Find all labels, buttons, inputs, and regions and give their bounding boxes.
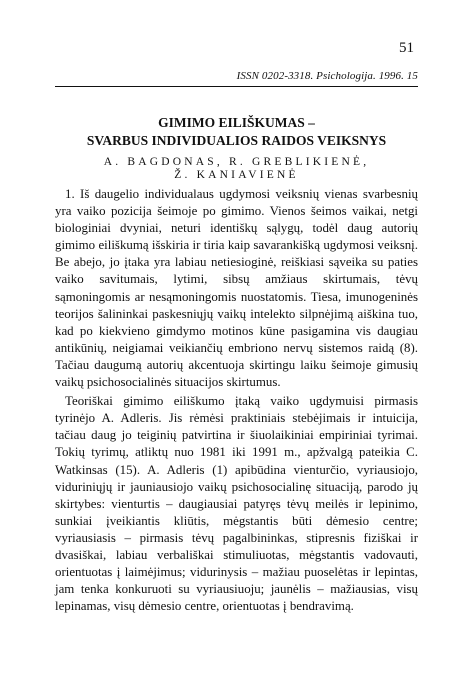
- paragraph: Teoriškai gimimo eiliškumo įtaką vaiko ugdymuisi pirmasis tyrinėjo A. Adleris. Jis rėmėsi praktiniais stebėjimais ir intuicija, tačiau daug jo teiginių patvirtina ir šiuolaikiniai empiriniai tyrimai. Tokių tyrimų, atliktų nuo 1981 iki 1991 m., apžvalgą pateikia C. Watkinsas (15). A. Adleris (1) apibūdina vienturčio, vyriausiojo, viduriniųjų ir jauniausiojo vaikų psichosocialinę situaciją, parodo jų skirtybes: vienturtis – daugiausiai patyręs tėvų meilės ir lepinimo, sunkiai įveikiantis kliūtis, mėgstantis būti dėmesio centre; vyriausiasis – pirmasis tėvų pagalbininkas, stipresnis fiziškai ir dvasiškai, labiau verbališkai stimuliuotas, mėgstantis vadovauti, orientuotas į laimėjimus; vidurinysis – mažiau puoselėtas ir lepintas, jam tenka konkuruoti su vyriausiuoju; jaunėlis – mažiausias, visų lepinamas, visų dėmesio centre, orientuotas į bendravimą.: [55, 394, 418, 614]
- header-rule: [55, 86, 418, 87]
- authors: [55, 156, 418, 182]
- article-title: [55, 114, 418, 150]
- title-line-2: SVARBUS INDIVIDUALIOS RAIDOS VEIKSNYS: [86, 133, 387, 148]
- authors-line-2: Ž. KANIAVIENĖ: [174, 169, 299, 181]
- body-text: [55, 186, 418, 615]
- authors-line-1: A. BAGDONAS, R. GREBLIKIENĖ,: [103, 156, 370, 168]
- title-line-1: GIMIMO EILIŠKUMAS –: [158, 115, 315, 130]
- running-header: ISSN 0202-3318. Psichologija. 1996. 15: [236, 70, 418, 82]
- page-number: 51: [399, 40, 414, 56]
- paragraph: 1. Iš daugelio individualaus ugdymosi veiksnių vienas svarbesnių yra vaiko pozicija šeimoje po gimimo. Vienos šeimos vaikai, netgi biologiniai dvyniai, neturi identiškų sąlygų, todėl daug autorių gimimo eiliškumą išskiria ir tiria kaip savarankišką ugdymosi veiksnį. Be abejo, jo įtaka yra labiau netiesioginė, reiškiasi sąveika su paties vaiko savitumais, lytimi, sibsų amžiaus skirtumais, tėvų sąmoningomis ar nesąmoningomis nuostatomis. Tiesa, imunogeninės teorijos šalininkai paskesniųjų vaikų intelekto silpnėjimą aiškina tuo, kad po kiekvieno gimdymo motinos kūne pasigamina vis daugiau antikūnių, neigiamai veikiančių embriono nervų sistemos raidą (8). Tačiau daugumą autorių akcentuoja skirtingu laiku šeimoje gimusių vaikų psichosocialinės situacijos skirtumus.: [55, 187, 418, 390]
